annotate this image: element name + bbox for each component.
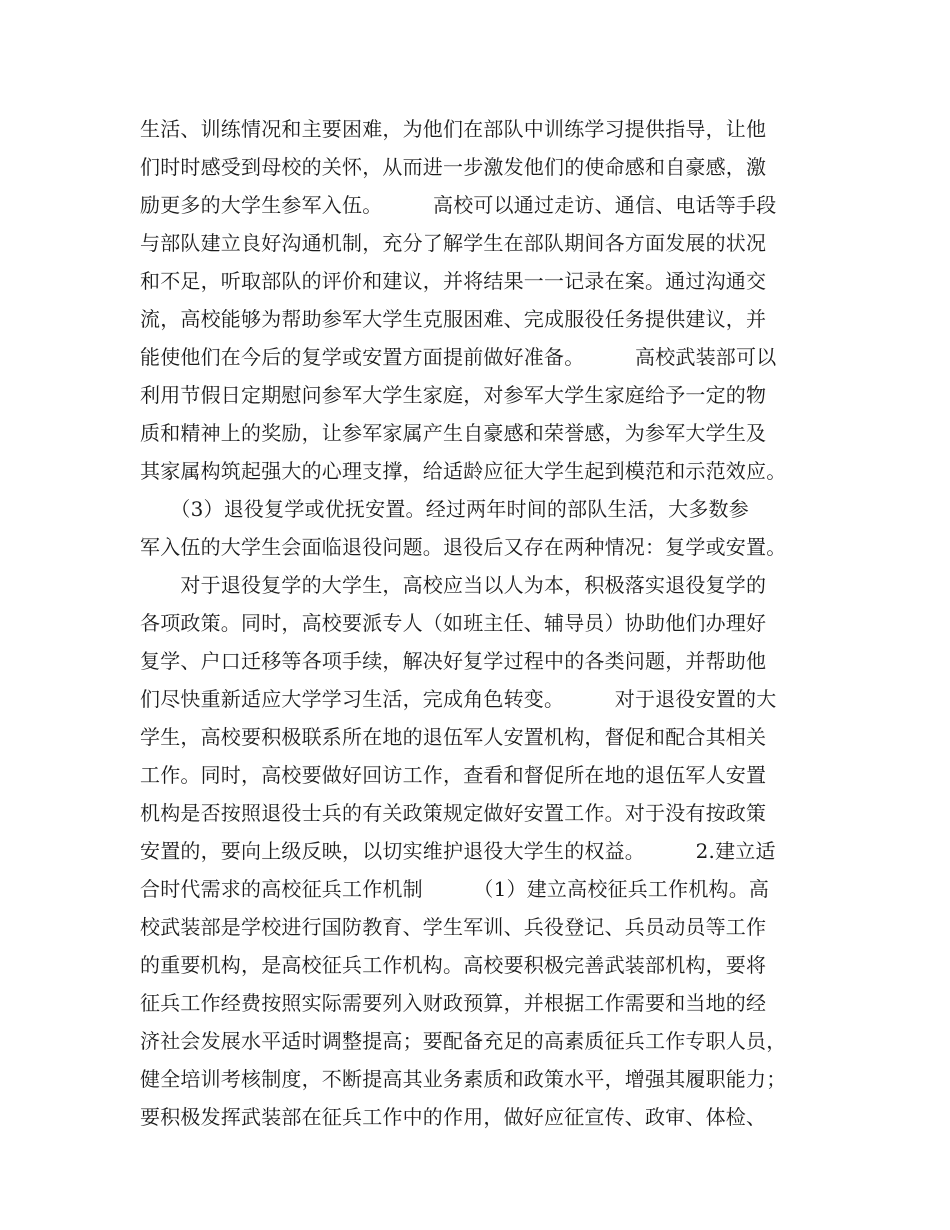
text-line: 工作。同时，高校要做好回访工作，查看和督促所在地的退伍军人安置: [140, 763, 767, 787]
text-line: 军入伍的大学生会面临退役问题。退役后又存在两种情况：复学或安置。: [140, 535, 787, 559]
text-line: 校武装部是学校进行国防教育、学生军训、兵役登记、兵员动员等工作: [140, 915, 767, 939]
text-line: 质和精神上的奖励，让参军家属产生自豪感和荣誉感，为参军大学生及: [140, 421, 767, 445]
text-line: 济社会发展水平适时调整提高；要配备充足的高素质征兵工作专职人员，: [140, 1029, 787, 1053]
text-line: （3）退役复学或优抚安置。经过两年时间的部队生活，大多数参: [140, 497, 749, 521]
text-line: 对于退役复学的大学生，高校应当以人为本，积极落实退役复学的: [140, 573, 767, 597]
text-line: 的重要机构，是高校征兵工作机构。高校要积极完善武装部机构，要将: [140, 953, 767, 977]
text-line: 们尽快重新适应大学学习生活，完成角色转变。 对于退役安置的大: [140, 687, 777, 711]
body-text: [140, 110, 840, 1136]
text-line: 复学、户口迁移等各项手续，解决好复学过程中的各类问题，并帮助他: [140, 649, 767, 673]
text-line: 们时时感受到母校的关怀，从而进一步激发他们的使命感和自豪感，激: [140, 155, 767, 179]
text-line: 机构是否按照退役士兵的有关政策规定做好安置工作。对于没有按政策: [140, 801, 767, 825]
text-line: 和不足，听取部队的评价和建议，并将结果一一记录在案。通过沟通交: [140, 269, 767, 293]
text-line: 能使他们在今后的复学或安置方面提前做好准备。 高校武装部可以: [140, 345, 777, 369]
text-line: 与部队建立良好沟通机制，充分了解学生在部队期间各方面发展的状况: [140, 231, 767, 255]
text-line: 利用节假日定期慰问参军大学生家庭，对参军大学生家庭给予一定的物: [140, 383, 767, 407]
text-line: 流，高校能够为帮助参军大学生克服困难、完成服役任务提供建议，并: [140, 307, 767, 331]
text-line: 要积极发挥武装部在征兵工作中的作用，做好应征宣传、政审、体检、: [140, 1105, 767, 1129]
text-line: 征兵工作经费按照实际需要列入财政预算，并根据工作需要和当地的经: [140, 991, 767, 1015]
text-line: 安置的，要向上级反映，以切实维护退役大学生的权益。 2.建立适: [140, 839, 776, 863]
text-line: 生活、训练情况和主要困难，为他们在部队中训练学习提供指导，让他: [140, 117, 767, 141]
text-line: 励更多的大学生参军入伍。 高校可以通过走访、通信、电话等手段: [140, 193, 777, 217]
text-line: 健全培训考核制度，不断提高其业务素质和政策水平，增强其履职能力；: [140, 1067, 787, 1091]
text-line: 各项政策。同时，高校要派专人（如班主任、辅导员）协助他们办理好: [140, 611, 767, 635]
text-line: 合时代需求的高校征兵工作机制 （1）建立高校征兵工作机构。高: [140, 877, 770, 901]
text-line: 学生，高校要积极联系所在地的退伍军人安置机构，督促和配合其相关: [140, 725, 767, 749]
text-line: 其家属构筑起强大的心理支撑，给适龄应征大学生起到模范和示范效应。: [140, 459, 787, 483]
